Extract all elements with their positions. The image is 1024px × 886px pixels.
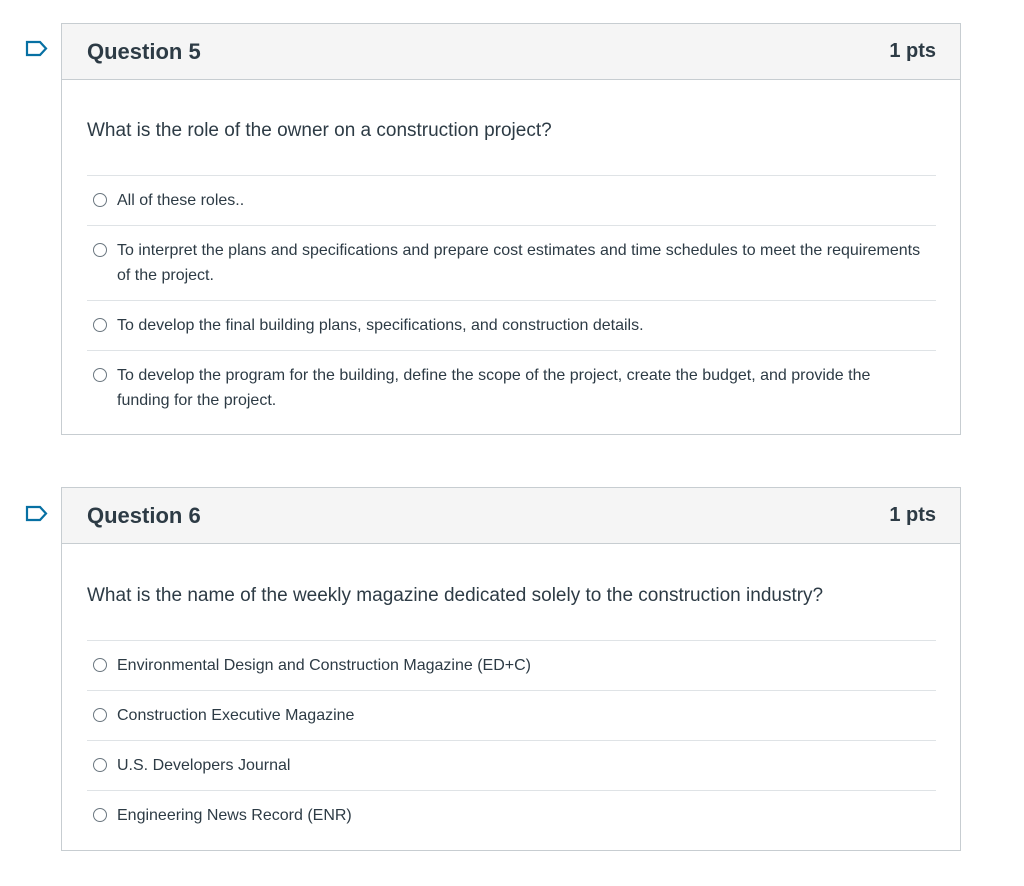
answer-option[interactable] (87, 225, 936, 300)
radio-button[interactable] (93, 368, 107, 382)
flag-question-icon[interactable] (25, 505, 49, 522)
answer-list (87, 175, 936, 425)
answer-label: To interpret the plans and specifications and prepare cost estimates and time schedules to meet the requirements of the project. (117, 242, 921, 284)
question-header (62, 488, 960, 544)
radio-button[interactable] (93, 318, 107, 332)
question-header (62, 24, 960, 80)
question-body (62, 544, 960, 840)
answer-label: U.S. Developers Journal (117, 757, 291, 774)
answer-label: Construction Executive Magazine (117, 707, 355, 724)
answer-option[interactable] (87, 790, 936, 840)
radio-button[interactable] (93, 808, 107, 822)
question-body (62, 80, 960, 425)
question-title: Question 5 (87, 38, 201, 64)
radio-button[interactable] (93, 708, 107, 722)
flag-question-icon[interactable] (25, 40, 49, 57)
answer-option[interactable] (87, 300, 936, 350)
answer-label: All of these roles.. (117, 192, 245, 209)
question-title: Question 6 (87, 502, 201, 528)
answer-list (87, 640, 936, 840)
radio-button[interactable] (93, 193, 107, 207)
answer-label: Environmental Design and Construction Magazine (ED+C) (117, 657, 531, 674)
answer-label: To develop the final building plans, specifications, and construction details. (117, 317, 644, 334)
radio-button[interactable] (93, 243, 107, 257)
answer-option[interactable] (87, 740, 936, 790)
answer-option[interactable] (87, 690, 936, 740)
question-card (61, 487, 961, 851)
answer-label: Engineering News Record (ENR) (117, 807, 352, 824)
question-text: What is the role of the owner on a construction project? (87, 120, 552, 141)
question-text: What is the name of the weekly magazine dedicated solely to the construction industry? (87, 585, 824, 606)
question-card (61, 23, 961, 435)
radio-button[interactable] (93, 758, 107, 772)
answer-option[interactable] (87, 640, 936, 690)
question-points: 1 pts (889, 40, 936, 62)
radio-button[interactable] (93, 658, 107, 672)
answer-label: To develop the program for the building, define the scope of the project, create the budget, and provide the funding for the project. (117, 367, 871, 409)
question-points: 1 pts (889, 504, 936, 526)
answer-option[interactable] (87, 350, 936, 425)
answer-option[interactable] (87, 175, 936, 225)
